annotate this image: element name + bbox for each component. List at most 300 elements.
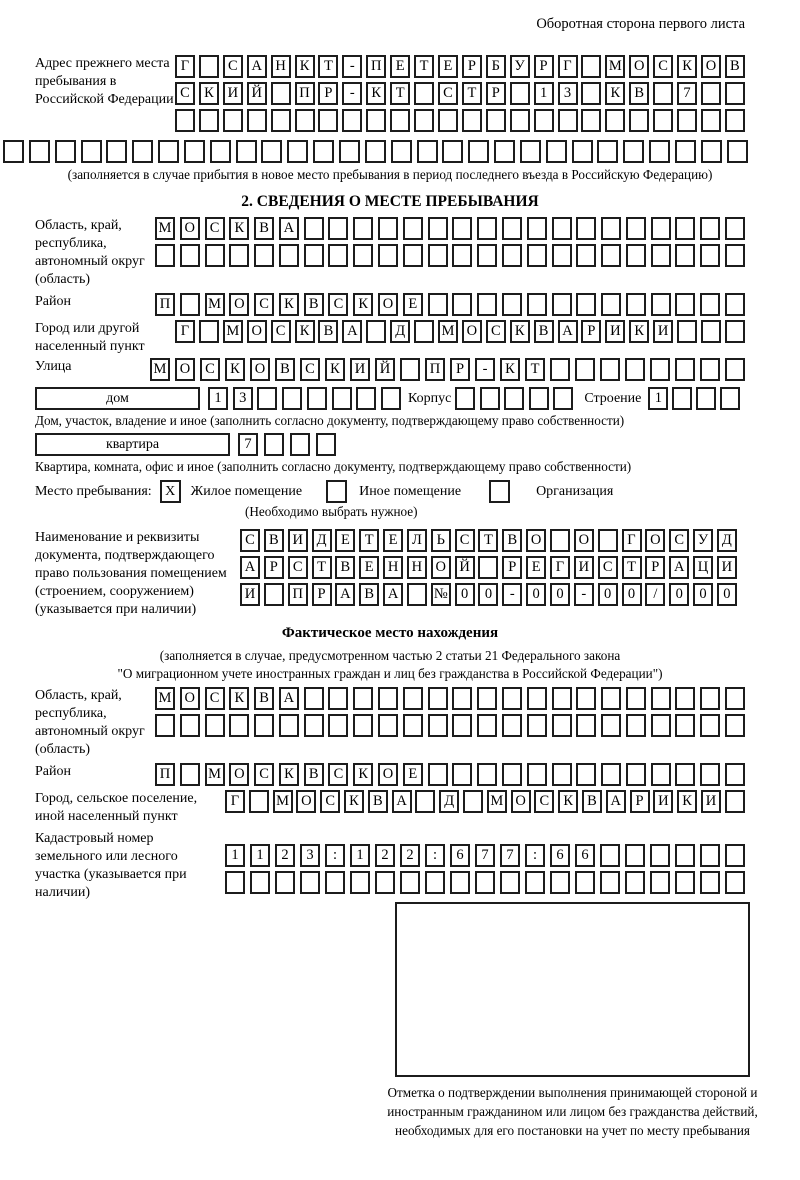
char-box: Е — [438, 55, 458, 78]
char-box: - — [342, 82, 362, 105]
char-box: Б — [486, 55, 506, 78]
char-box — [553, 387, 573, 410]
char-box: Е — [335, 529, 355, 552]
char-box: И — [350, 358, 370, 381]
char-box — [534, 109, 554, 132]
char-box: Р — [312, 583, 332, 606]
char-box — [700, 293, 720, 316]
char-box: В — [254, 217, 274, 240]
char-box — [502, 687, 522, 710]
fact-title: Фактическое место нахождения — [281, 625, 499, 641]
char-box: 7 — [677, 82, 697, 105]
document-row-1 — [240, 529, 737, 552]
char-box — [672, 387, 692, 410]
char-box — [428, 687, 448, 710]
char-box: А — [606, 790, 626, 813]
char-box: Е — [403, 763, 423, 786]
char-box — [552, 217, 572, 240]
char-box: О — [247, 320, 267, 343]
char-box — [626, 763, 646, 786]
char-box — [601, 217, 621, 240]
char-box: Т — [312, 556, 332, 579]
char-box: Е — [390, 55, 410, 78]
char-box: А — [558, 320, 578, 343]
char-box: : — [425, 844, 445, 867]
char-box — [601, 714, 621, 737]
char-box: С — [175, 82, 195, 105]
char-box — [650, 844, 670, 867]
char-box — [700, 358, 720, 381]
option-zhiloe-label: Жилое помещение — [190, 483, 303, 499]
char-box — [625, 358, 645, 381]
char-box: С — [320, 790, 340, 813]
char-box: В — [582, 790, 602, 813]
char-box: К — [510, 320, 530, 343]
char-box: К — [229, 217, 249, 240]
char-box: О — [645, 529, 665, 552]
char-box — [264, 433, 284, 456]
char-box — [339, 140, 360, 163]
char-box: 1 — [208, 387, 228, 410]
char-box — [725, 82, 745, 105]
char-box: - — [502, 583, 522, 606]
char-box: 0 — [622, 583, 642, 606]
char-box — [328, 217, 348, 240]
char-box: К — [353, 293, 373, 316]
char-box — [675, 358, 695, 381]
char-box — [132, 140, 153, 163]
char-box — [279, 244, 299, 267]
char-box — [677, 320, 697, 343]
char-box — [700, 714, 720, 737]
char-box: А — [247, 55, 267, 78]
char-box: 0 — [598, 583, 618, 606]
char-box — [455, 387, 475, 410]
char-box — [428, 293, 448, 316]
prev-address-row-4 — [3, 140, 748, 163]
char-box — [378, 217, 398, 240]
char-box: 6 — [450, 844, 470, 867]
option-organizatsiya-label: Организация — [536, 483, 614, 499]
char-box — [353, 687, 373, 710]
char-box — [500, 871, 520, 894]
char-box — [205, 244, 225, 267]
char-box: Д — [312, 529, 332, 552]
korpus-label: Корпус — [408, 391, 452, 406]
prev-address-note: (заполняется в случае прибытия в новое место пребывания в период последнего въезда в Российскую Федерацию) — [67, 167, 713, 182]
char-box — [307, 387, 327, 410]
dom-caption-box: дом — [35, 387, 200, 410]
char-box: М — [487, 790, 507, 813]
char-box: О — [462, 320, 482, 343]
char-box: Е — [359, 556, 379, 579]
char-box — [650, 358, 670, 381]
char-box — [450, 871, 470, 894]
char-box: 3 — [233, 387, 253, 410]
char-box — [701, 109, 721, 132]
char-box: В — [264, 529, 284, 552]
gorod-label: Город или другой населенный пункт — [35, 321, 145, 354]
ulitsa-label: Улица — [35, 359, 72, 374]
char-box — [462, 109, 482, 132]
char-box: № — [431, 583, 451, 606]
document-rows — [240, 529, 737, 610]
char-box: К — [366, 82, 386, 105]
char-box: Л — [407, 529, 427, 552]
char-box — [295, 109, 315, 132]
char-box: П — [295, 82, 315, 105]
char-box — [677, 109, 697, 132]
char-box — [3, 140, 24, 163]
char-box: В — [304, 293, 324, 316]
prev-address-row-3 — [175, 109, 745, 132]
char-box — [318, 109, 338, 132]
char-box — [55, 140, 76, 163]
char-box: О — [574, 529, 594, 552]
char-box: Н — [271, 55, 291, 78]
char-box: 7 — [475, 844, 495, 867]
char-box — [601, 763, 621, 786]
char-box: К — [558, 790, 578, 813]
char-box: В — [629, 82, 649, 105]
char-box: 3 — [558, 82, 578, 105]
char-box — [428, 217, 448, 240]
char-box: К — [629, 320, 649, 343]
char-box: Т — [622, 556, 642, 579]
char-box: У — [510, 55, 530, 78]
char-box — [581, 82, 601, 105]
char-box — [725, 244, 745, 267]
dom-note: Дом, участок, владение и иное (заполнить согласно документу, подтверждающему право собственности) — [35, 413, 625, 428]
char-box: К — [344, 790, 364, 813]
char-box: С — [205, 217, 225, 240]
char-box — [700, 844, 720, 867]
char-box: Г — [175, 55, 195, 78]
char-box: В — [368, 790, 388, 813]
char-box — [552, 687, 572, 710]
char-box — [407, 583, 427, 606]
char-box: К — [500, 358, 520, 381]
char-box: 6 — [550, 844, 570, 867]
char-box — [700, 687, 720, 710]
char-box: Т — [478, 529, 498, 552]
char-box: Г — [175, 320, 195, 343]
char-box — [576, 763, 596, 786]
char-box — [342, 109, 362, 132]
char-box: О — [180, 687, 200, 710]
rayon-label: Район — [35, 294, 71, 309]
gorod-block — [35, 320, 745, 356]
char-box — [675, 844, 695, 867]
fact-oblast-rows — [155, 687, 745, 741]
char-box: И — [574, 556, 594, 579]
stroenie-label: Строение — [584, 391, 642, 406]
char-box — [378, 714, 398, 737]
char-box: : — [325, 844, 345, 867]
char-box: Г — [622, 529, 642, 552]
char-box: Т — [390, 82, 410, 105]
char-box: К — [229, 687, 249, 710]
char-box — [425, 871, 445, 894]
char-box: : — [525, 844, 545, 867]
char-box — [527, 687, 547, 710]
char-box: Т — [462, 82, 482, 105]
char-box: С — [486, 320, 506, 343]
char-box — [575, 871, 595, 894]
char-box: Р — [630, 790, 650, 813]
char-box — [300, 871, 320, 894]
char-box — [623, 140, 644, 163]
char-box: О — [250, 358, 270, 381]
char-box — [510, 109, 530, 132]
char-box: К — [677, 55, 697, 78]
char-box: Р — [486, 82, 506, 105]
char-box — [480, 387, 500, 410]
char-box — [477, 293, 497, 316]
char-box: А — [335, 583, 355, 606]
char-box — [81, 140, 102, 163]
char-box: С — [300, 358, 320, 381]
char-box — [366, 109, 386, 132]
char-box: 3 — [300, 844, 320, 867]
char-box — [205, 714, 225, 737]
char-box — [366, 320, 386, 343]
char-box: - — [342, 55, 362, 78]
char-box — [29, 140, 50, 163]
char-box — [199, 109, 219, 132]
char-box: С — [288, 556, 308, 579]
char-box: К — [677, 790, 697, 813]
char-box — [304, 244, 324, 267]
char-box — [494, 140, 515, 163]
char-box: 0 — [717, 583, 737, 606]
char-box — [675, 140, 696, 163]
char-box — [428, 244, 448, 267]
char-box: Й — [375, 358, 395, 381]
char-box: 1 — [350, 844, 370, 867]
document-block — [35, 529, 745, 619]
char-box — [575, 358, 595, 381]
char-box — [390, 109, 410, 132]
oblast-label: Область, край, республика, автономный округ (область) — [35, 218, 145, 287]
page-header: Оборотная сторона первого листа — [536, 16, 745, 32]
char-box — [180, 763, 200, 786]
char-box — [477, 687, 497, 710]
char-box: К — [325, 358, 345, 381]
char-box: Г — [550, 556, 570, 579]
char-box: О — [526, 529, 546, 552]
char-box — [332, 387, 352, 410]
char-box — [442, 140, 463, 163]
char-box — [651, 244, 671, 267]
char-box — [391, 140, 412, 163]
char-box — [313, 140, 334, 163]
char-box — [626, 217, 646, 240]
char-box — [414, 109, 434, 132]
char-box — [572, 140, 593, 163]
char-box: Р — [581, 320, 601, 343]
char-box — [629, 109, 649, 132]
char-box: С — [534, 790, 554, 813]
char-box: О — [511, 790, 531, 813]
char-box — [701, 82, 721, 105]
char-box — [700, 217, 720, 240]
char-box — [576, 217, 596, 240]
char-box — [529, 387, 549, 410]
char-box — [400, 871, 420, 894]
ulitsa-block — [35, 358, 745, 381]
char-box: В — [304, 763, 324, 786]
char-box — [725, 217, 745, 240]
char-box: О — [431, 556, 451, 579]
char-box — [625, 871, 645, 894]
char-box — [625, 844, 645, 867]
fact-oblast-row-1 — [155, 687, 745, 710]
char-box — [247, 109, 267, 132]
char-box — [675, 687, 695, 710]
char-box — [552, 714, 572, 737]
char-box: 0 — [455, 583, 475, 606]
char-box — [400, 358, 420, 381]
char-box: С — [438, 82, 458, 105]
char-box — [597, 140, 618, 163]
char-box: П — [366, 55, 386, 78]
char-box — [605, 109, 625, 132]
char-box: Д — [439, 790, 459, 813]
char-box — [701, 140, 722, 163]
char-box: Ь — [431, 529, 451, 552]
char-box — [550, 871, 570, 894]
char-box: И — [701, 790, 721, 813]
kvartira-note: Квартира, комната, офис и иное (заполнить согласно документу, подтверждающему право собственности) — [35, 459, 632, 474]
rayon-row — [155, 293, 745, 316]
char-box — [527, 244, 547, 267]
char-box: Е — [383, 529, 403, 552]
char-box — [257, 387, 277, 410]
char-box — [428, 763, 448, 786]
char-box — [381, 387, 401, 410]
prev-address-label: Адрес прежнего места пребывания в Российской Федерации — [35, 56, 174, 107]
char-box: И — [223, 82, 243, 105]
char-box — [353, 244, 373, 267]
char-box — [282, 387, 302, 410]
char-box: Г — [558, 55, 578, 78]
char-box — [675, 871, 695, 894]
char-box — [225, 871, 245, 894]
char-box — [414, 320, 434, 343]
char-box — [626, 687, 646, 710]
char-box — [650, 871, 670, 894]
char-box: С — [223, 55, 243, 78]
char-box — [725, 687, 745, 710]
char-box — [353, 714, 373, 737]
char-box — [290, 433, 310, 456]
char-box — [727, 140, 748, 163]
char-box — [106, 140, 127, 163]
char-box — [581, 109, 601, 132]
char-box: О — [378, 763, 398, 786]
char-box — [720, 387, 740, 410]
char-box: Т — [525, 358, 545, 381]
char-box — [651, 714, 671, 737]
char-box: А — [342, 320, 362, 343]
char-box: В — [534, 320, 554, 343]
char-box: П — [288, 583, 308, 606]
char-box — [417, 140, 438, 163]
char-box: К — [295, 55, 315, 78]
char-box: Г — [225, 790, 245, 813]
char-box: 6 — [575, 844, 595, 867]
char-box: 0 — [669, 583, 689, 606]
char-box: О — [629, 55, 649, 78]
char-box — [452, 293, 472, 316]
char-box — [696, 387, 716, 410]
char-box: К — [199, 82, 219, 105]
char-box — [210, 140, 231, 163]
char-box — [527, 217, 547, 240]
char-box — [576, 293, 596, 316]
char-box — [378, 244, 398, 267]
fact-note-1: (заполняется в случае, предусмотренном частью 2 статьи 21 Федерального закона — [159, 648, 621, 663]
stamp-area — [395, 902, 750, 1077]
char-box — [550, 529, 570, 552]
prev-address-row-1 — [175, 55, 745, 78]
char-box — [700, 763, 720, 786]
document-row-3 — [240, 583, 737, 606]
char-box — [725, 358, 745, 381]
char-box — [438, 109, 458, 132]
char-box — [236, 140, 257, 163]
fact-oblast-label: Область, край, республика, автономный округ (область) — [35, 688, 145, 757]
char-box — [600, 844, 620, 867]
stamp-caption: Отметка о подтверждении выполнения принимающей стороной и иностранным гражданином или лицом без гражданства действий, необходимых для его постановки на учет по месту пребывания — [387, 1085, 758, 1138]
char-box — [271, 82, 291, 105]
char-box: М — [205, 763, 225, 786]
char-box — [651, 687, 671, 710]
fact-gorod-label: Город, сельское поселение, иной населенный пункт — [35, 791, 198, 824]
char-box — [626, 244, 646, 267]
char-box — [428, 714, 448, 737]
char-box: Й — [455, 556, 475, 579]
char-box — [502, 293, 522, 316]
char-box — [700, 871, 720, 894]
char-box — [415, 790, 435, 813]
document-row-2 — [240, 556, 737, 579]
char-box — [486, 109, 506, 132]
char-box: Е — [526, 556, 546, 579]
char-box — [155, 714, 175, 737]
char-box — [576, 687, 596, 710]
fact-oblast-block — [35, 687, 745, 759]
char-box: 1 — [648, 387, 668, 410]
checkbox-zhiloe: X — [160, 480, 181, 503]
char-box: Т — [318, 55, 338, 78]
char-box — [403, 687, 423, 710]
char-box — [304, 217, 324, 240]
char-box: И — [288, 529, 308, 552]
char-box — [581, 55, 601, 78]
kvartira-caption-box: квартира — [35, 433, 230, 456]
char-box: С — [205, 687, 225, 710]
char-box: С — [271, 320, 291, 343]
char-box — [725, 293, 745, 316]
char-box — [552, 293, 572, 316]
char-box: И — [653, 790, 673, 813]
char-box: И — [605, 320, 625, 343]
char-box — [502, 217, 522, 240]
char-box: А — [279, 687, 299, 710]
char-box — [725, 790, 745, 813]
